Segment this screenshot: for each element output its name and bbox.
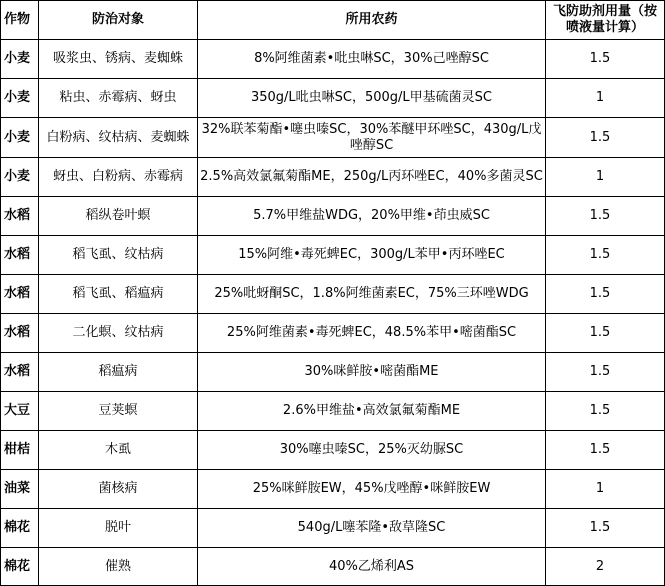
cell-dosage: 1.5	[546, 197, 665, 236]
cell-crop: 小麦	[1, 158, 39, 197]
cell-pesticide: 25%吡蚜酮SC，1.8%阿维菌素EC，75%三环唑WDG	[198, 275, 546, 314]
cell-crop: 大豆	[1, 392, 39, 431]
cell-crop: 水稻	[1, 197, 39, 236]
table-row	[1, 79, 665, 118]
cell-dosage: 1	[546, 158, 665, 197]
cell-pesticide: 30%噻虫嗪SC，25%灭幼脲SC	[198, 431, 546, 470]
cell-crop: 小麦	[1, 40, 39, 79]
header-pesticide: 所用农药	[198, 1, 546, 40]
cell-target: 稻飞虱、纹枯病	[39, 236, 198, 275]
cell-dosage: 1.5	[546, 314, 665, 353]
header-target: 防治对象	[39, 1, 198, 40]
cell-crop: 棉花	[1, 509, 39, 548]
cell-dosage: 1.5	[546, 236, 665, 275]
cell-crop: 小麦	[1, 79, 39, 118]
cell-target: 脱叶	[39, 509, 198, 548]
cell-dosage: 1	[546, 470, 665, 509]
cell-crop: 小麦	[1, 118, 39, 158]
cell-dosage: 1.5	[546, 392, 665, 431]
table-row	[1, 509, 665, 548]
cell-target: 粘虫、赤霉病、蚜虫	[39, 79, 198, 118]
cell-pesticide: 5.7%甲维盐WDG，20%甲维•茚虫威SC	[198, 197, 546, 236]
cell-crop: 柑桔	[1, 431, 39, 470]
table-row	[1, 118, 665, 158]
cell-target: 催熟	[39, 548, 198, 586]
cell-crop: 水稻	[1, 236, 39, 275]
table-row	[1, 236, 665, 275]
cell-crop: 棉花	[1, 548, 39, 586]
cell-dosage: 1.5	[546, 40, 665, 79]
cell-pesticide: 540g/L噻苯隆•敌草隆SC	[198, 509, 546, 548]
cell-crop: 水稻	[1, 353, 39, 392]
table-row	[1, 40, 665, 79]
cell-pesticide: 40%乙烯利AS	[198, 548, 546, 586]
cell-dosage: 1.5	[546, 275, 665, 314]
table-row	[1, 197, 665, 236]
cell-target: 菌核病	[39, 470, 198, 509]
cell-crop: 水稻	[1, 314, 39, 353]
cell-target: 稻飞虱、稻瘟病	[39, 275, 198, 314]
cell-dosage: 1.5	[546, 431, 665, 470]
cell-dosage: 1.5	[546, 509, 665, 548]
cell-pesticide: 2.5%高效氯氟菊酯ME，250g/L丙环唑EC，40%多菌灵SC	[198, 158, 546, 197]
cell-target: 豆荚螟	[39, 392, 198, 431]
cell-pesticide: 32%联苯菊酯•噻虫嗪SC，30%苯醚甲环唑SC，430g/L戊唑醇SC	[198, 118, 546, 158]
header-crop: 作物	[1, 1, 39, 40]
cell-target: 二化螟、纹枯病	[39, 314, 198, 353]
cell-dosage: 1	[546, 79, 665, 118]
header-dosage: 飞防助剂用量（按喷液量计算）	[546, 1, 665, 40]
cell-pesticide: 25%咪鲜胺EW，45%戊唑醇•咪鲜胺EW	[198, 470, 546, 509]
table-row	[1, 353, 665, 392]
table-row	[1, 470, 665, 509]
cell-target: 稻纵卷叶螟	[39, 197, 198, 236]
table-row	[1, 392, 665, 431]
cell-target: 吸浆虫、锈病、麦蜘蛛	[39, 40, 198, 79]
cell-crop: 油菜	[1, 470, 39, 509]
table-body	[1, 40, 665, 586]
cell-dosage: 1.5	[546, 353, 665, 392]
cell-dosage: 1.5	[546, 118, 665, 158]
table-row	[1, 275, 665, 314]
cell-pesticide: 30%咪鲜胺•嘧菌酯ME	[198, 353, 546, 392]
cell-target: 蚜虫、白粉病、赤霉病	[39, 158, 198, 197]
cell-target: 稻瘟病	[39, 353, 198, 392]
table-row	[1, 431, 665, 470]
cell-crop: 水稻	[1, 275, 39, 314]
cell-dosage: 2	[546, 548, 665, 586]
table-row	[1, 548, 665, 586]
table-header-row	[1, 1, 665, 40]
cell-pesticide: 25%阿维菌素•毒死蜱EC，48.5%苯甲•嘧菌酯SC	[198, 314, 546, 353]
cell-pesticide: 2.6%甲维盐•高效氯氟菊酯ME	[198, 392, 546, 431]
table-row	[1, 314, 665, 353]
cell-target: 白粉病、纹枯病、麦蜘蛛	[39, 118, 198, 158]
cell-pesticide: 8%阿维菌素•吡虫啉SC，30%己唑醇SC	[198, 40, 546, 79]
cell-target: 木虱	[39, 431, 198, 470]
cell-pesticide: 350g/L吡虫啉SC，500g/L甲基硫菌灵SC	[198, 79, 546, 118]
table-row	[1, 158, 665, 197]
cell-pesticide: 15%阿维•毒死蜱EC，300g/L苯甲•丙环唑EC	[198, 236, 546, 275]
